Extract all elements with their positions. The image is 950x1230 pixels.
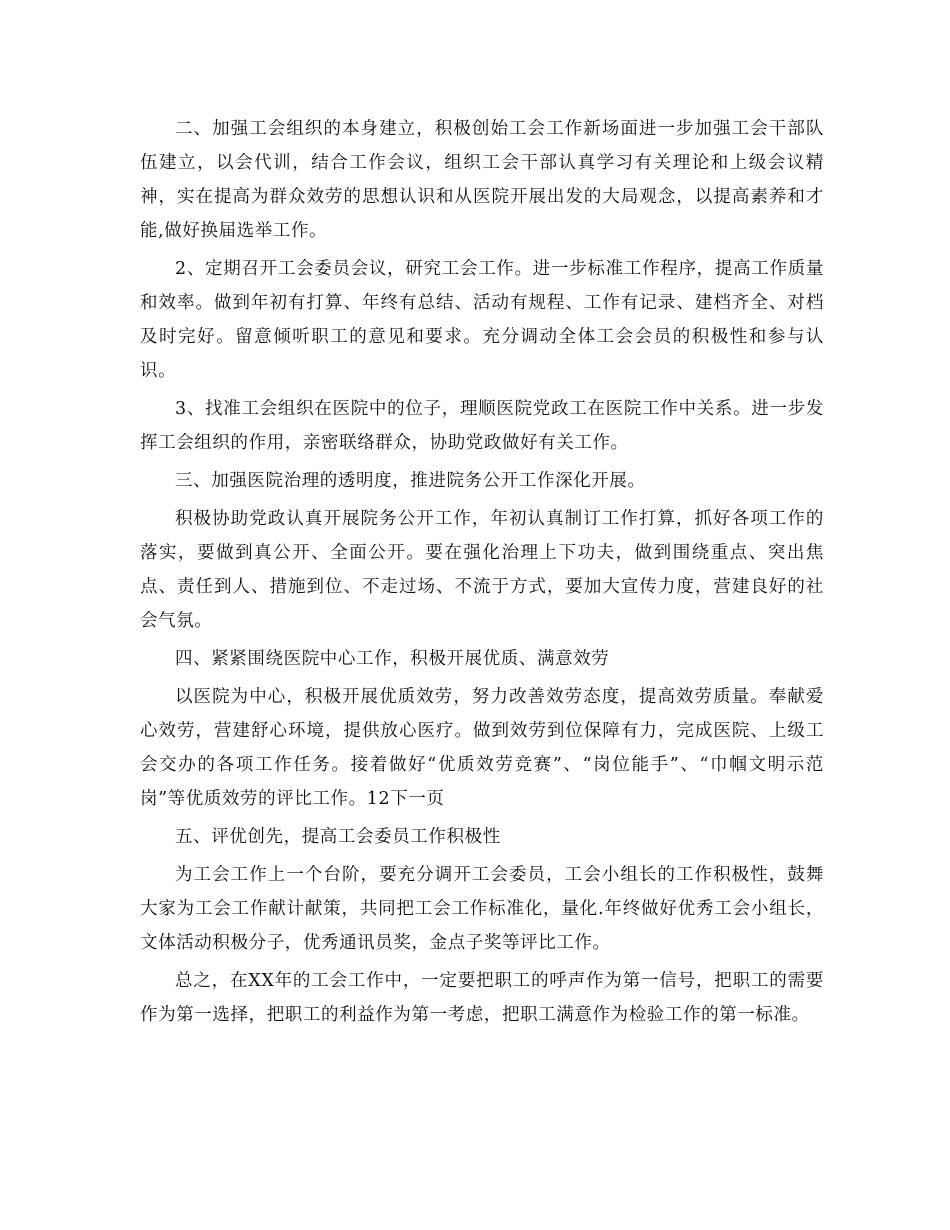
paragraph-regular-committee-meetings: 2、定期召开工会委员会议，研究工会工作。进一步标准工作程序，提高工作质量和效率。做到年初有打算、年终有总结、活动有规程、工作有记录、建档齐全、对档及时完好。留意倾听职工的意见和要求。充分调动全体工会会员的积极性和参与认识。 (140, 259, 824, 381)
paragraph-strengthen-union-organization: 二、加强工会组织的本身建立，积极创始工会工作新场面进一步加强工会干部队伍建立，以会代训，结合工作会议，组织工会干部认真学习有关理论和上级会议精神，实在提高为群众效劳的思想认识和从医院开展出发的大局观念，以提高素养和才能,做好换届选举工作。 (140, 119, 824, 241)
paragraph-open-affairs: 积极协助党政认真开展院务公开工作，年初认真制订工作打算，抓好各项工作的落实，要做到真公开、全面公开。要在强化治理上下功夫，做到围绕重点、突出焦点、责任到人、措施到位、不走过场、不流于方式，要加大宣传力度，营建良好的社会气氛。 (140, 509, 824, 631)
heading-quality-service: 四、紧紧围绕医院中心工作，积极开展优质、满意效劳 (175, 649, 610, 669)
document-body (140, 112, 824, 1032)
paragraph-conclusion: 总之，在XX年的工会工作中，一定要把职工的呼声作为第一信号，把职工的需要作为第一选择，把职工的利益作为第一考虑，把职工满意作为检验工作的第一标准。 (140, 971, 824, 1025)
paragraph-union-position: 3、找准工会组织在医院中的位子，理顺医院党政工在医院工作中关系。进一步发挥工会组织的作用，亲密联络群众，协助党政做好有关工作。 (140, 399, 824, 453)
heading-evaluation: 五、评优创先，提高工会委员工作积极性 (175, 827, 501, 847)
paragraph-quality-service: 以医院为中心，积极开展优质效劳，努力改善效劳态度，提高效劳质量。奉献爱心效劳，营建舒心环境，提供放心医疗。做到效劳到位保障有力，完成医院、上级工会交办的各项工作任务。接着做好“优质效劳竞赛”、“岗位能手”、“巾帼文明示范岗”等优质效劳的评比工作。12下一页 (140, 687, 824, 809)
heading-hospital-transparency: 三、加强医院治理的透明度，推进院务公开工作深化开展。 (175, 471, 646, 491)
paragraph-evaluation: 为工会工作上一个台阶，要充分调开工会委员，工会小组长的工作积极性，鼓舞大家为工会工作献计献策，共同把工会工作标准化，量化.年终做好优秀工会小组长，文体活动积极分子，优秀通讯员奖，金点子奖等评比工作。 (140, 865, 824, 953)
